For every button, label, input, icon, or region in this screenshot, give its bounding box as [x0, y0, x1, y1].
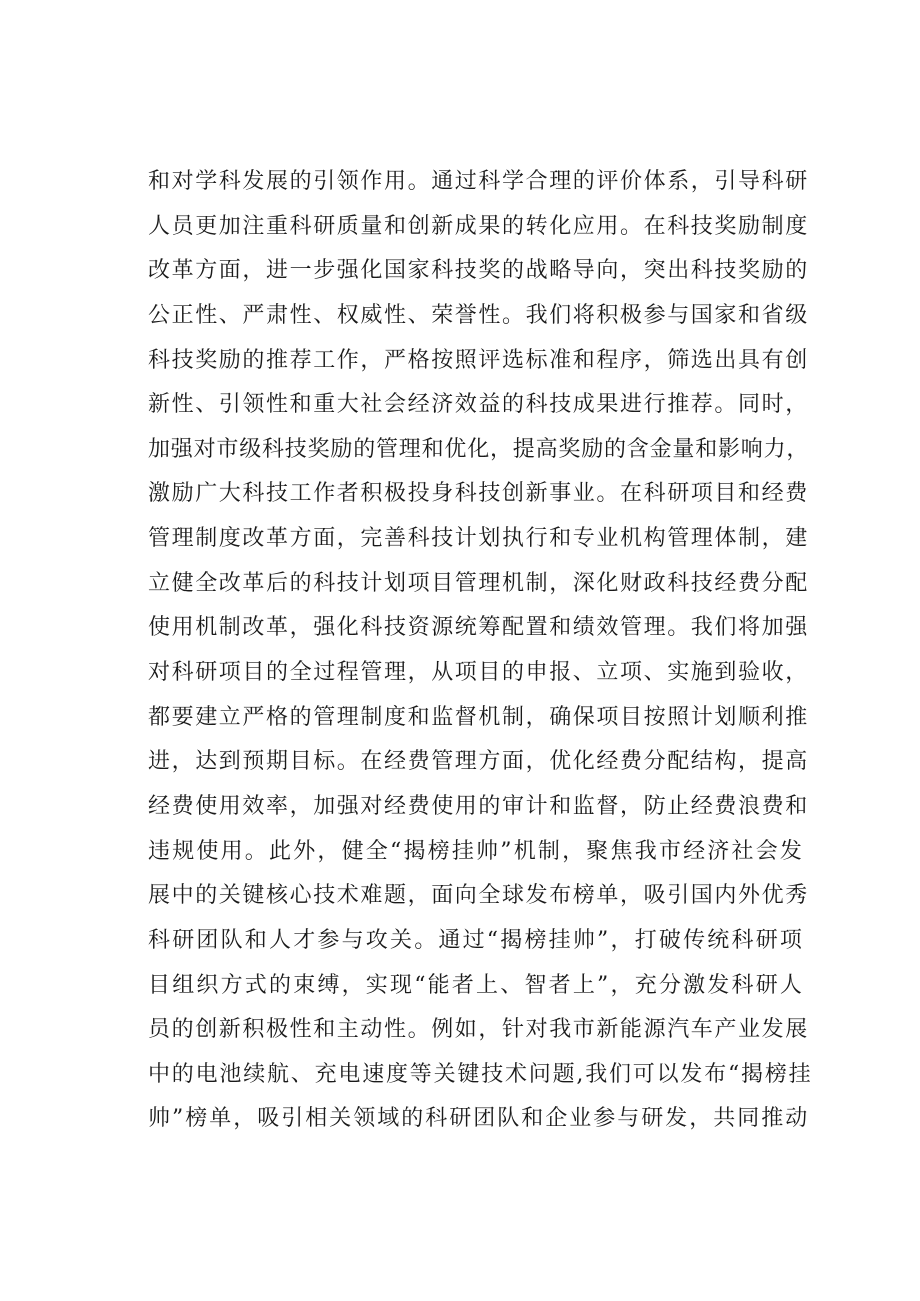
- text-line: 和对学科发展的引领作用。通过科学合理的评价体系，引导科研: [148, 169, 809, 194]
- text-line: 都要建立严格的管理制度和监督机制，确保项目按照计划顺利推: [148, 704, 809, 730]
- text-line: 新性、引领性和重大社会经济效益的科技成果进行推荐。同时，: [148, 392, 809, 418]
- text-line: 人员更加注重科研质量和创新成果的转化应用。在科技奖励制度: [148, 213, 809, 239]
- text-line: 进，达到预期目标。在经费管理方面，优化经费分配结构，提高: [148, 749, 809, 775]
- body-paragraph: [148, 160, 813, 1142]
- text-line: 科研团队和人才参与攻关。通过“揭榜挂帅”，打破传统科研项: [148, 927, 805, 953]
- text-line: 管理制度改革方面，完善科技计划执行和专业机构管理体制，建: [148, 526, 809, 552]
- text-line: 帅”榜单，吸引相关领域的科研团队和企业参与研发，共同推动: [148, 1106, 810, 1132]
- text-line: 改革方面，进一步强化国家科技奖的战略导向，突出科技奖励的: [148, 258, 809, 284]
- text-line: 科技奖励的推荐工作，严格按照评选标准和程序，筛选出具有创: [148, 347, 809, 373]
- text-line: 公正性、严肃性、权威性、荣誉性。我们将积极参与国家和省级: [148, 302, 809, 328]
- text-line: 目组织方式的束缚，实现“能者上、智者上”，充分激发科研人: [148, 972, 805, 998]
- text-line: 经费使用效率，加强对经费使用的审计和监督，防止经费浪费和: [148, 793, 809, 819]
- text-line: 展中的关键核心技术难题，面向全球发布榜单，吸引国内外优秀: [148, 883, 809, 909]
- text-line: 员的创新积极性和主动性。例如，针对我市新能源汽车产业发展: [148, 1017, 809, 1043]
- text-line: 违规使用。此外，健全“揭榜挂帅”机制，聚焦我市经济社会发: [148, 838, 805, 864]
- text-line: 加强对市级科技奖励的管理和优化，提高奖励的含金量和影响力，: [148, 436, 810, 462]
- text-line: 激励广大科技工作者积极投身科技创新事业。在科研项目和经费: [148, 481, 809, 507]
- text-line: 对科研项目的全过程管理，从项目的申报、立项、实施到验收，: [148, 660, 809, 686]
- text-line: 中的电池续航、充电速度等关键技术问题,我们可以发布“揭榜挂: [148, 1061, 813, 1087]
- text-line: 使用机制改革，强化科技资源统筹配置和绩效管理。我们将加强: [148, 615, 809, 641]
- text-line: 立健全改革后的科技计划项目管理机制，深化财政科技经费分配: [148, 570, 809, 596]
